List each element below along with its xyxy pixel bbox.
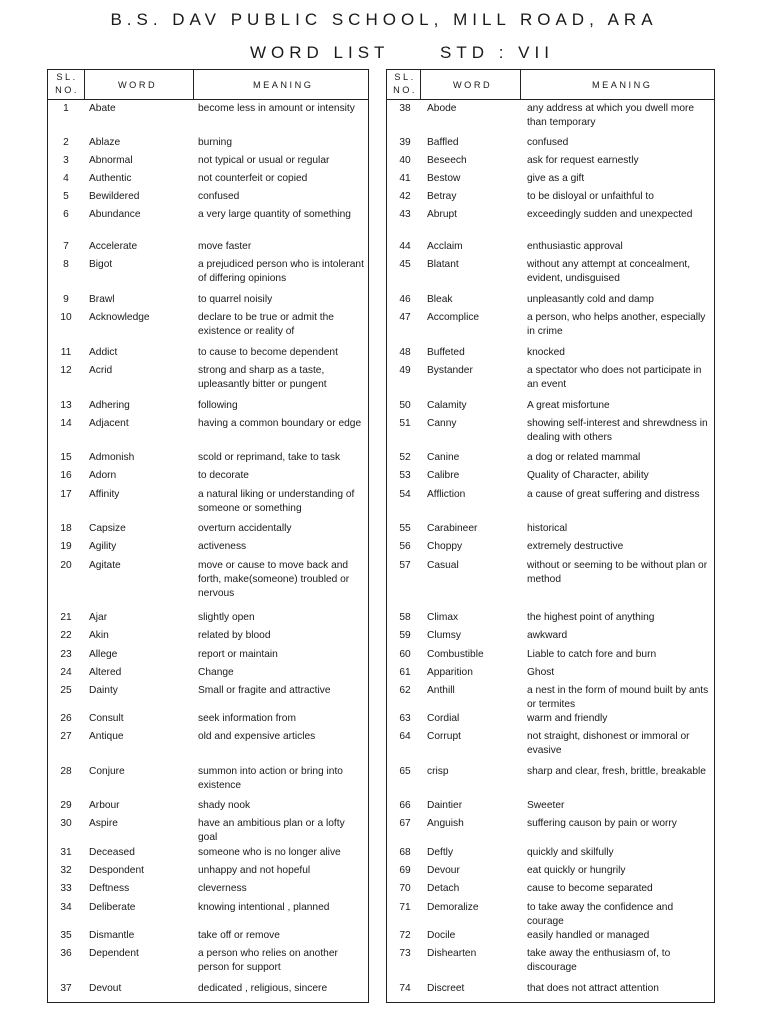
row-number: 48 xyxy=(399,347,411,358)
row-number: 52 xyxy=(399,452,411,463)
row-meaning: a person, who helps another, especially in crime xyxy=(527,312,706,337)
row-number: 16 xyxy=(60,470,72,481)
row-meaning: unhappy and not hopeful xyxy=(198,865,311,876)
row-word: Anguish xyxy=(427,818,464,829)
row-word: Abnormal xyxy=(89,155,133,166)
row-meaning: showing self-interest and shrewdness in dealing with others xyxy=(527,418,708,443)
row-meaning: quickly and skilfully xyxy=(527,847,614,858)
row-number: 54 xyxy=(399,489,411,500)
row-meaning: to be disloyal or unfaithful to xyxy=(527,191,654,202)
row-word: Brawl xyxy=(89,294,115,305)
row-number: 43 xyxy=(399,209,411,220)
row-word: Casual xyxy=(427,560,459,571)
row-word: crisp xyxy=(427,766,449,777)
row-number: 46 xyxy=(399,294,411,305)
row-word: Buffeted xyxy=(427,347,465,358)
row-meaning: Small or fragite and attractive xyxy=(198,685,331,696)
row-number: 55 xyxy=(399,523,411,534)
row-meaning: to cause to become dependent xyxy=(198,347,338,358)
row-word: Climax xyxy=(427,612,459,623)
row-number: 19 xyxy=(60,541,72,552)
row-number: 45 xyxy=(399,259,411,270)
row-number: 23 xyxy=(60,649,72,660)
row-number: 33 xyxy=(60,883,72,894)
row-meaning: move or cause to move back and forth, make(someone) troubled or nervous xyxy=(198,560,350,599)
row-number: 2 xyxy=(63,137,69,148)
table-header xyxy=(387,70,714,99)
row-number: 42 xyxy=(399,191,411,202)
row-meaning: a natural liking or understanding of someone or something xyxy=(198,489,355,514)
row-number: 4 xyxy=(63,173,69,184)
row-number: 34 xyxy=(60,902,72,913)
row-meaning: the highest point of anything xyxy=(527,612,655,623)
row-meaning: not straight, dishonest or immoral or evasive xyxy=(527,731,690,756)
row-word: Arbour xyxy=(89,800,120,811)
row-number: 30 xyxy=(60,818,72,829)
row-number: 6 xyxy=(63,209,69,220)
row-meaning: confused xyxy=(527,137,569,148)
row-number: 10 xyxy=(60,312,72,323)
row-word: Agility xyxy=(89,541,117,552)
row-word: Bewildered xyxy=(89,191,140,202)
row-number: 61 xyxy=(399,667,411,678)
row-word: Cordial xyxy=(427,713,460,724)
row-word: Dependent xyxy=(89,948,139,959)
row-meaning: report or maintain xyxy=(198,649,278,660)
row-number: 60 xyxy=(399,649,411,660)
row-word: Allege xyxy=(89,649,118,660)
row-word: Beseech xyxy=(427,155,467,166)
row-number: 37 xyxy=(60,983,72,994)
row-word: Adorn xyxy=(89,470,117,481)
row-meaning: not typical or usual or regular xyxy=(198,155,330,166)
row-meaning: have an ambitious plan or a lofty goal xyxy=(198,818,345,843)
row-number: 31 xyxy=(60,847,72,858)
row-word: Bigot xyxy=(89,259,113,270)
row-meaning: extremely destructive xyxy=(527,541,624,552)
row-number: 53 xyxy=(399,470,411,481)
row-number: 3 xyxy=(63,155,69,166)
school-title: B.S. DAV PUBLIC SCHOOL, MILL ROAD, ARA xyxy=(110,10,658,29)
row-word: Deftly xyxy=(427,847,454,858)
row-meaning: strong and sharp as a taste, upleasantly bitter or pungent xyxy=(198,365,327,390)
row-meaning: unpleasantly cold and damp xyxy=(527,294,654,305)
row-word: Authentic xyxy=(89,173,132,184)
row-number: 11 xyxy=(60,347,72,358)
row-meaning: not counterfeit or copied xyxy=(198,173,308,184)
row-word: Admonish xyxy=(89,452,135,463)
row-meaning: declare to be true or admit the existence or reality of xyxy=(198,312,334,337)
row-meaning: burning xyxy=(198,137,232,148)
row-meaning: following xyxy=(198,400,238,411)
header-meaning: MEANING xyxy=(592,80,653,90)
row-meaning: a prejudiced person who is intolerant of differing opinions xyxy=(198,259,364,284)
row-word: Conjure xyxy=(89,766,125,777)
row-number: 74 xyxy=(399,983,411,994)
row-number: 62 xyxy=(399,685,411,696)
row-number: 7 xyxy=(63,241,69,252)
row-meaning: give as a gift xyxy=(527,173,585,184)
row-meaning: sharp and clear, fresh, brittle, breakable xyxy=(527,766,706,777)
row-number: 47 xyxy=(399,312,411,323)
row-meaning: Quality of Character, ability xyxy=(527,470,649,481)
row-number: 8 xyxy=(63,259,69,270)
row-number: 71 xyxy=(399,902,411,913)
row-word: Altered xyxy=(89,667,122,678)
word-table-right xyxy=(386,69,715,1003)
row-word: Abundance xyxy=(89,209,141,220)
standard-label: STD : VII xyxy=(440,43,554,62)
row-meaning: having a common boundary or edge xyxy=(198,418,362,429)
row-word: Affliction xyxy=(427,489,466,500)
row-number: 35 xyxy=(60,930,72,941)
row-number: 68 xyxy=(399,847,411,858)
row-number: 40 xyxy=(399,155,411,166)
row-number: 49 xyxy=(399,365,411,376)
row-meaning: scold or reprimand, take to task xyxy=(198,452,341,463)
row-meaning: knocked xyxy=(527,347,565,358)
row-word: Abrupt xyxy=(427,209,458,220)
row-word: Devout xyxy=(89,983,122,994)
row-word: Agitate xyxy=(89,560,121,571)
row-word: Canine xyxy=(427,452,460,463)
row-meaning: knowing intentional , planned xyxy=(198,902,330,913)
row-meaning: a person who relies on another person for support xyxy=(198,948,338,973)
row-meaning: a cause of great suffering and distress xyxy=(527,489,700,500)
row-number: 56 xyxy=(399,541,411,552)
row-meaning: become less in amount or intensity xyxy=(198,103,355,114)
row-number: 5 xyxy=(63,191,69,202)
row-number: 66 xyxy=(399,800,411,811)
header-sl-no: SL. NO. xyxy=(55,72,79,95)
row-word: Deliberate xyxy=(89,902,136,913)
row-meaning: without or seeming to be without plan or method xyxy=(527,560,708,585)
row-meaning: without any attempt at concealment, evident, undisguised xyxy=(527,259,691,284)
row-word: Anthill xyxy=(427,685,455,696)
row-number: 14 xyxy=(60,418,72,429)
row-number: 57 xyxy=(399,560,411,571)
row-word: Corrupt xyxy=(427,731,461,742)
word-table-left xyxy=(47,69,369,1003)
row-meaning: enthusiastic approval xyxy=(527,241,623,252)
row-meaning: cause to become separated xyxy=(527,883,653,894)
row-meaning: ask for request earnestly xyxy=(527,155,639,166)
row-number: 13 xyxy=(60,400,72,411)
row-meaning: suffering causon by pain or worry xyxy=(527,818,677,829)
row-meaning: Change xyxy=(198,667,234,678)
row-word: Devour xyxy=(427,865,460,876)
row-meaning: old and expensive articles xyxy=(198,731,316,742)
row-word: Docile xyxy=(427,930,456,941)
row-word: Adjacent xyxy=(89,418,129,429)
row-meaning: slightly open xyxy=(198,612,255,623)
row-number: 20 xyxy=(60,560,72,571)
row-word: Bestow xyxy=(427,173,461,184)
row-meaning: to decorate xyxy=(198,470,249,481)
row-number: 25 xyxy=(60,685,72,696)
row-word: Discreet xyxy=(427,983,465,994)
row-number: 26 xyxy=(60,713,72,724)
row-meaning: warm and friendly xyxy=(527,713,608,724)
row-word: Demoralize xyxy=(427,902,479,913)
row-meaning: Ghost xyxy=(527,667,555,678)
row-word: Acrid xyxy=(89,365,113,376)
row-number: 36 xyxy=(60,948,72,959)
row-word: Affinity xyxy=(89,489,120,500)
row-word: Calibre xyxy=(427,470,460,481)
table-header xyxy=(48,70,368,99)
row-word: Addict xyxy=(89,347,118,358)
row-meaning: a spectator who does not participate in an event xyxy=(527,365,702,390)
row-word: Blatant xyxy=(427,259,459,270)
row-meaning: exceedingly sudden and unexpected xyxy=(527,209,693,220)
row-number: 39 xyxy=(399,137,411,148)
row-number: 15 xyxy=(60,452,72,463)
row-number: 58 xyxy=(399,612,411,623)
row-word: Dishearten xyxy=(427,948,477,959)
row-word: Despondent xyxy=(89,865,144,876)
row-number: 64 xyxy=(399,731,411,742)
row-meaning: summon into action or bring into existence xyxy=(198,766,343,791)
row-word: Adhering xyxy=(89,400,130,411)
row-number: 72 xyxy=(399,930,411,941)
row-word: Calamity xyxy=(427,400,467,411)
row-meaning: eat quickly or hungrily xyxy=(527,865,626,876)
row-word: Accomplice xyxy=(427,312,480,323)
row-number: 67 xyxy=(399,818,411,829)
row-word: Dainty xyxy=(89,685,118,696)
row-meaning: a nest in the form of mound built by ants or termites xyxy=(527,685,709,710)
row-word: Capsize xyxy=(89,523,126,534)
row-word: Canny xyxy=(427,418,457,429)
row-word: Choppy xyxy=(427,541,463,552)
row-number: 32 xyxy=(60,865,72,876)
row-number: 27 xyxy=(60,731,72,742)
row-word: Acknowledge xyxy=(89,312,150,323)
row-number: 22 xyxy=(60,630,72,641)
list-title: WORD LIST xyxy=(250,43,390,62)
row-meaning: shady nook xyxy=(198,800,251,811)
row-number: 12 xyxy=(60,365,72,376)
row-number: 24 xyxy=(60,667,72,678)
row-word: Bleak xyxy=(427,294,453,305)
row-word: Antique xyxy=(89,731,124,742)
row-number: 65 xyxy=(399,766,411,777)
row-word: Abode xyxy=(427,103,457,114)
row-meaning: that does not attract attention xyxy=(527,983,659,994)
row-number: 21 xyxy=(60,612,72,623)
header-word: WORD xyxy=(453,80,493,90)
row-word: Akin xyxy=(89,630,109,641)
row-number: 50 xyxy=(399,400,411,411)
header-meaning: MEANING xyxy=(253,80,314,90)
row-number: 73 xyxy=(399,948,411,959)
row-meaning: awkward xyxy=(527,630,568,641)
row-word: Carabineer xyxy=(427,523,478,534)
row-number: 1 xyxy=(63,103,69,114)
row-word: Daintier xyxy=(427,800,463,811)
row-number: 69 xyxy=(399,865,411,876)
row-meaning: a dog or related mammal xyxy=(527,452,641,463)
row-meaning: related by blood xyxy=(198,630,271,641)
row-word: Apparition xyxy=(427,667,473,678)
row-number: 28 xyxy=(60,766,72,777)
row-word: Ajar xyxy=(89,612,108,623)
row-number: 59 xyxy=(399,630,411,641)
row-word: Abate xyxy=(89,103,116,114)
row-word: Deftness xyxy=(89,883,130,894)
row-meaning: activeness xyxy=(198,541,247,552)
row-number: 17 xyxy=(60,489,72,500)
row-number: 70 xyxy=(399,883,411,894)
row-word: Combustible xyxy=(427,649,484,660)
row-word: Accelerate xyxy=(89,241,138,252)
row-meaning: A great misfortune xyxy=(527,400,610,411)
row-meaning: someone who is no longer alive xyxy=(198,847,341,858)
row-number: 38 xyxy=(399,103,411,114)
header-sl-no: SL. NO. xyxy=(393,72,417,95)
row-meaning: easily handled or managed xyxy=(527,930,650,941)
row-word: Bystander xyxy=(427,365,473,376)
row-meaning: dedicated , religious, sincere xyxy=(198,983,328,994)
row-word: Aspire xyxy=(89,818,118,829)
header-word: WORD xyxy=(118,80,158,90)
row-word: Ablaze xyxy=(89,137,121,148)
row-word: Acclaim xyxy=(427,241,463,252)
row-word: Baffled xyxy=(427,137,459,148)
row-meaning: any address at which you dwell more than temporary xyxy=(527,103,695,128)
row-meaning: take away the enthusiasm of, to discourage xyxy=(527,948,671,973)
row-meaning: confused xyxy=(198,191,240,202)
row-number: 44 xyxy=(399,241,411,252)
row-word: Consult xyxy=(89,713,124,724)
row-word: Deceased xyxy=(89,847,135,858)
row-meaning: move faster xyxy=(198,241,252,252)
row-meaning: Sweeter xyxy=(527,800,565,811)
row-meaning: a very large quantity of something xyxy=(198,209,351,220)
row-word: Clumsy xyxy=(427,630,461,641)
row-meaning: to quarrel noisily xyxy=(198,294,273,305)
row-meaning: take off or remove xyxy=(198,930,280,941)
row-word: Betray xyxy=(427,191,457,202)
row-meaning: seek information from xyxy=(198,713,296,724)
row-number: 29 xyxy=(60,800,72,811)
row-number: 41 xyxy=(399,173,411,184)
row-meaning: overturn accidentally xyxy=(198,523,292,534)
row-word: Dismantle xyxy=(89,930,135,941)
row-word: Detach xyxy=(427,883,460,894)
row-meaning: to take away the confidence and courage xyxy=(527,902,674,927)
row-number: 18 xyxy=(60,523,72,534)
row-number: 9 xyxy=(63,294,69,305)
row-meaning: historical xyxy=(527,523,568,534)
row-meaning: Liable to catch fore and burn xyxy=(527,649,657,660)
row-number: 63 xyxy=(399,713,411,724)
row-number: 51 xyxy=(399,418,411,429)
row-meaning: cleverness xyxy=(198,883,247,894)
